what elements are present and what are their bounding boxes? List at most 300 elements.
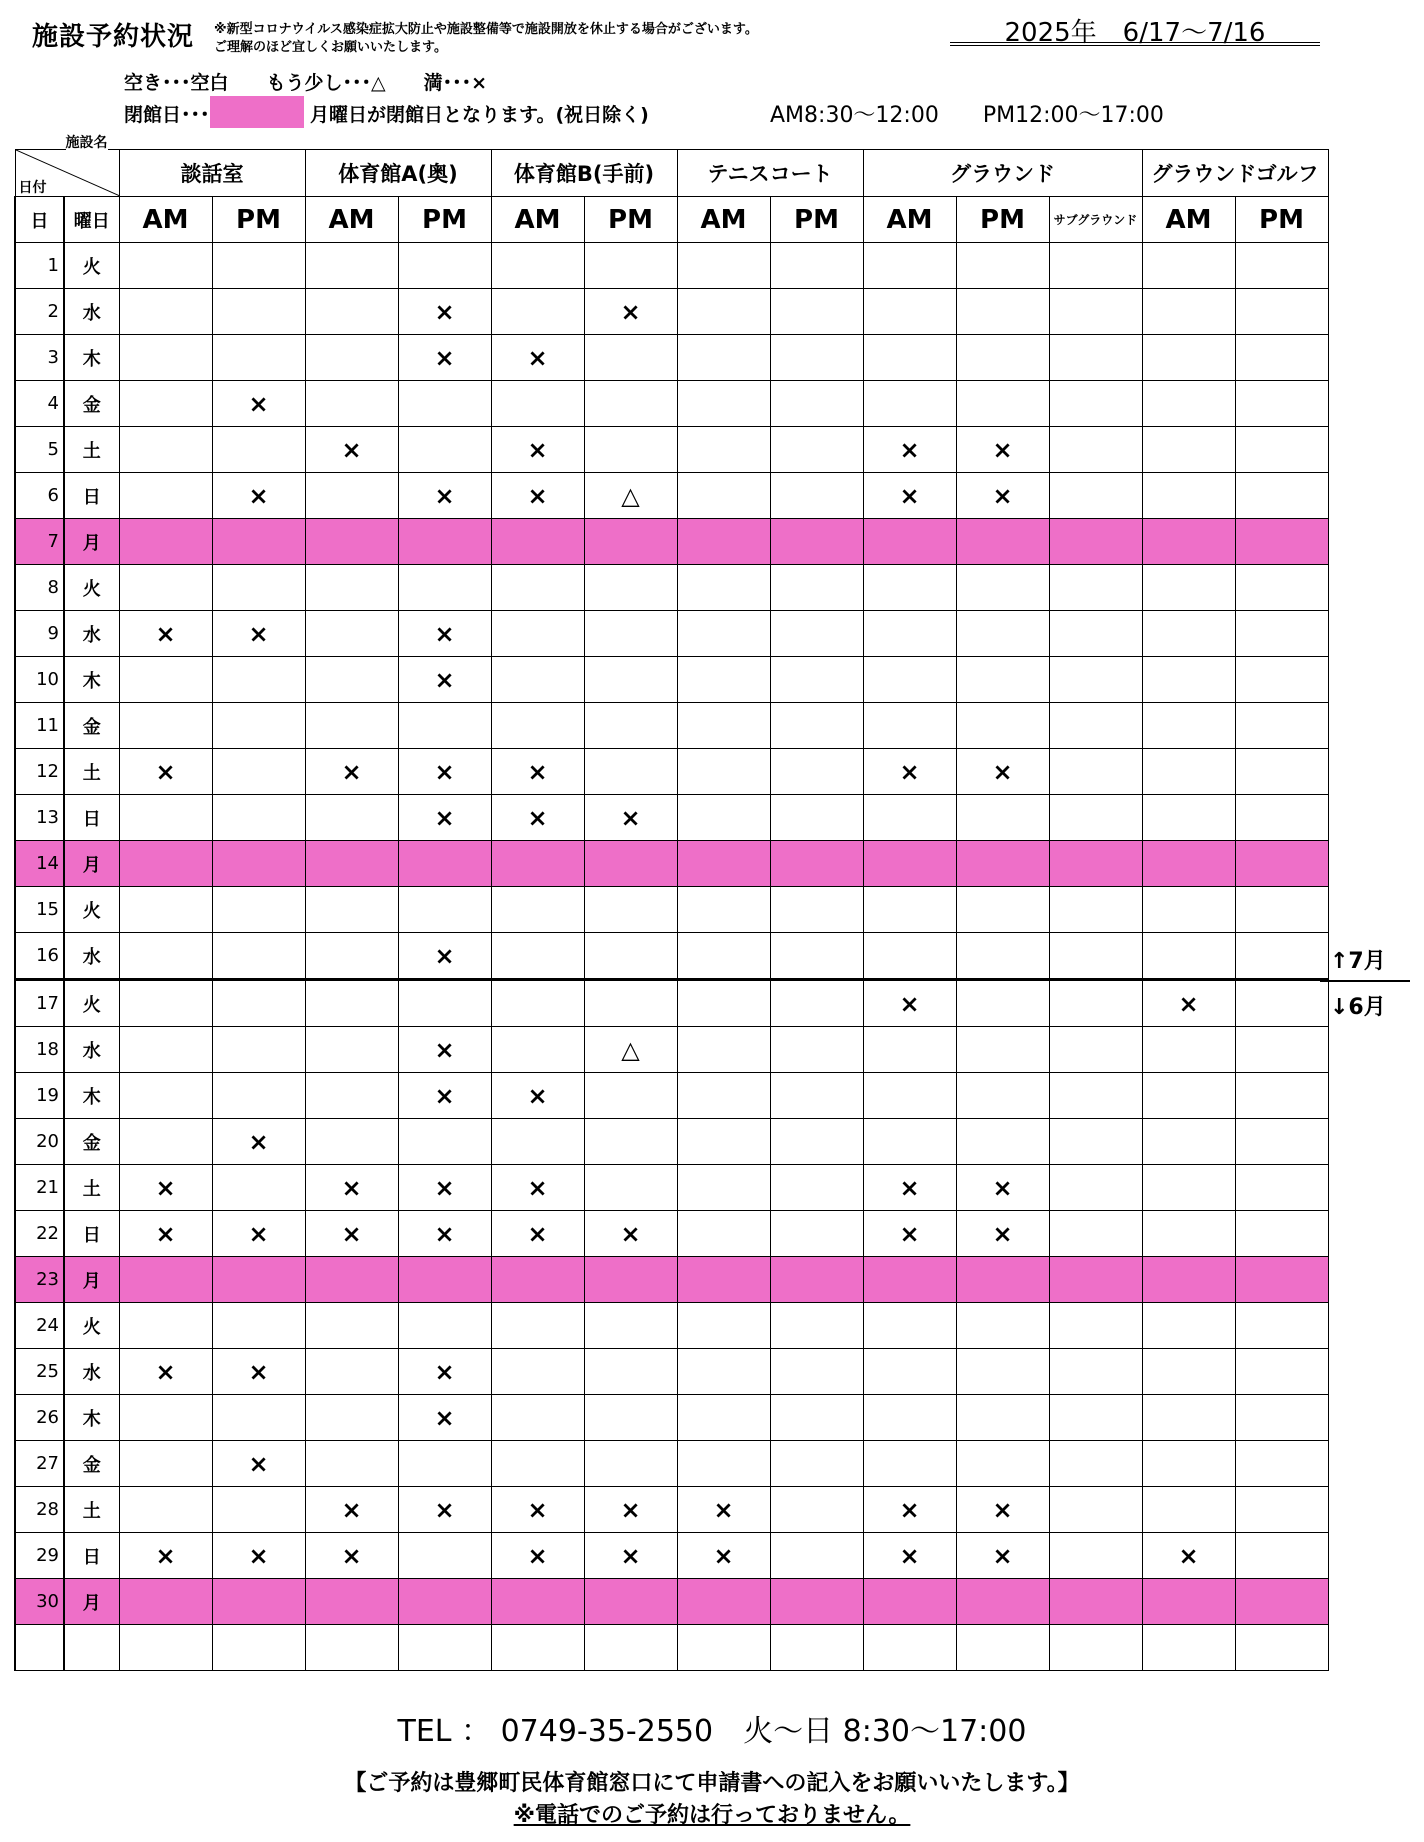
availability-cell: × <box>398 1487 491 1533</box>
day-of-week: 木 <box>64 1073 119 1119</box>
availability-cell <box>1235 703 1328 749</box>
availability-cell <box>1142 1625 1235 1671</box>
availability-cell <box>956 1579 1049 1625</box>
availability-cell: × <box>677 1487 770 1533</box>
availability-cell: × <box>863 427 956 473</box>
availability-cell <box>956 243 1049 289</box>
availability-cell <box>1049 1625 1142 1671</box>
availability-cell: × <box>491 473 584 519</box>
availability-cell <box>770 980 863 1027</box>
availability-cell <box>1142 1211 1235 1257</box>
availability-cell: × <box>398 657 491 703</box>
availability-cell <box>1142 703 1235 749</box>
availability-cell <box>1049 427 1142 473</box>
table-row <box>15 1257 1328 1303</box>
availability-cell: × <box>491 749 584 795</box>
availability-cell <box>1142 1579 1235 1625</box>
availability-cell <box>1235 473 1328 519</box>
availability-cell: × <box>584 1533 677 1579</box>
availability-cell <box>119 565 212 611</box>
facility-ground-golf: グラウンドゴルフ <box>1142 150 1328 197</box>
availability-cell <box>677 749 770 795</box>
table-row <box>15 1487 1328 1533</box>
am-header: AM <box>1142 197 1235 243</box>
day-number: 1 <box>15 243 64 289</box>
day-number: 25 <box>15 1349 64 1395</box>
availability-cell <box>863 243 956 289</box>
availability-cell <box>1049 519 1142 565</box>
day-header: 日 <box>15 197 64 243</box>
notice-line-2: ご理解のほど宜しくお願いいたします。 <box>214 40 447 55</box>
availability-cell <box>491 841 584 887</box>
closed-label: 閉館日･･･ <box>124 104 210 126</box>
availability-cell <box>119 519 212 565</box>
availability-cell <box>770 335 863 381</box>
availability-cell <box>770 1487 863 1533</box>
table-row <box>15 565 1328 611</box>
availability-cell <box>677 1119 770 1165</box>
availability-cell <box>956 933 1049 980</box>
availability-cell <box>119 841 212 887</box>
availability-cell: × <box>491 1211 584 1257</box>
availability-cell <box>770 381 863 427</box>
availability-cell <box>119 381 212 427</box>
availability-cell <box>212 1027 305 1073</box>
availability-cell: × <box>212 473 305 519</box>
availability-cell <box>1142 1119 1235 1165</box>
availability-cell <box>1142 795 1235 841</box>
availability-cell <box>863 611 956 657</box>
availability-cell: × <box>305 1211 398 1257</box>
availability-cell: × <box>1142 1533 1235 1579</box>
availability-cell <box>212 887 305 933</box>
availability-cell <box>398 1119 491 1165</box>
am-header: AM <box>491 197 584 243</box>
availability-cell: × <box>398 1349 491 1395</box>
availability-cell: × <box>212 381 305 427</box>
availability-cell: × <box>491 1165 584 1211</box>
pm-header: PM <box>212 197 305 243</box>
availability-cell <box>305 980 398 1027</box>
availability-cell <box>1142 427 1235 473</box>
availability-cell <box>677 335 770 381</box>
table-row <box>15 703 1328 749</box>
availability-cell <box>119 887 212 933</box>
availability-cell: × <box>398 611 491 657</box>
availability-cell <box>305 795 398 841</box>
availability-cell <box>1049 1441 1142 1487</box>
availability-cell <box>770 1625 863 1671</box>
availability-cell <box>119 427 212 473</box>
availability-cell <box>212 335 305 381</box>
day-number: 21 <box>15 1165 64 1211</box>
availability-cell: × <box>863 473 956 519</box>
availability-cell <box>1235 933 1328 980</box>
availability-cell: × <box>1142 980 1235 1027</box>
availability-cell <box>956 335 1049 381</box>
availability-cell <box>305 1625 398 1671</box>
availability-cell <box>1142 887 1235 933</box>
availability-cell <box>1142 1395 1235 1441</box>
availability-cell <box>212 243 305 289</box>
availability-cell <box>677 427 770 473</box>
availability-cell: × <box>119 1349 212 1395</box>
day-of-week: 月 <box>64 841 119 887</box>
availability-cell: × <box>956 1533 1049 1579</box>
availability-cell: × <box>398 473 491 519</box>
availability-cell: × <box>584 289 677 335</box>
day-of-week: 火 <box>64 1303 119 1349</box>
availability-cell <box>1049 887 1142 933</box>
availability-cell <box>119 1579 212 1625</box>
availability-cell <box>677 1625 770 1671</box>
availability-cell <box>584 519 677 565</box>
availability-cell: × <box>398 1073 491 1119</box>
availability-cell <box>305 657 398 703</box>
availability-cell <box>491 1257 584 1303</box>
availability-cell <box>398 1303 491 1349</box>
availability-cell <box>212 1073 305 1119</box>
availability-cell <box>863 841 956 887</box>
availability-cell: × <box>305 427 398 473</box>
availability-cell <box>1049 1073 1142 1119</box>
availability-cell <box>305 1441 398 1487</box>
availability-cell <box>305 1349 398 1395</box>
availability-cell <box>1142 841 1235 887</box>
day-number: 28 <box>15 1487 64 1533</box>
session-header-row <box>15 197 1328 243</box>
availability-cell <box>212 980 305 1027</box>
availability-cell <box>398 519 491 565</box>
availability-cell <box>398 381 491 427</box>
availability-cell <box>863 519 956 565</box>
day-of-week: 火 <box>64 887 119 933</box>
availability-cell <box>770 1533 863 1579</box>
table-row <box>15 1165 1328 1211</box>
availability-cell <box>956 657 1049 703</box>
table-row <box>15 427 1328 473</box>
availability-cell <box>677 980 770 1027</box>
day-of-week: 金 <box>64 381 119 427</box>
day-of-week: 金 <box>64 1441 119 1487</box>
availability-cell: × <box>119 749 212 795</box>
availability-cell <box>677 841 770 887</box>
availability-cell <box>1235 1441 1328 1487</box>
availability-cell <box>956 1395 1049 1441</box>
availability-cell <box>119 933 212 980</box>
availability-cell <box>398 1441 491 1487</box>
availability-cell <box>584 243 677 289</box>
availability-cell: × <box>956 1487 1049 1533</box>
availability-cell <box>212 1257 305 1303</box>
day-of-week: 月 <box>64 519 119 565</box>
availability-cell <box>1235 611 1328 657</box>
availability-cell <box>398 887 491 933</box>
availability-cell <box>1049 1579 1142 1625</box>
availability-cell <box>212 703 305 749</box>
availability-cell <box>1235 795 1328 841</box>
availability-cell <box>584 703 677 749</box>
availability-cell <box>770 611 863 657</box>
availability-cell <box>305 1579 398 1625</box>
availability-cell <box>863 1119 956 1165</box>
availability-cell <box>1142 289 1235 335</box>
day-of-week: 火 <box>64 565 119 611</box>
table-row <box>15 473 1328 519</box>
availability-cell <box>584 1073 677 1119</box>
availability-cell <box>212 1579 305 1625</box>
day-number: 19 <box>15 1073 64 1119</box>
corner-date-label: 日付 <box>18 180 47 196</box>
availability-cell <box>305 887 398 933</box>
availability-cell <box>677 565 770 611</box>
availability-cell <box>863 565 956 611</box>
availability-cell: × <box>212 1533 305 1579</box>
availability-cell <box>491 980 584 1027</box>
availability-cell <box>212 933 305 980</box>
availability-cell <box>1142 1441 1235 1487</box>
availability-cell <box>119 980 212 1027</box>
availability-cell <box>119 1441 212 1487</box>
availability-cell <box>863 657 956 703</box>
availability-cell <box>212 841 305 887</box>
availability-cell <box>491 657 584 703</box>
availability-cell <box>1049 1165 1142 1211</box>
availability-cell <box>1049 289 1142 335</box>
availability-cell <box>491 933 584 980</box>
table-row <box>15 243 1328 289</box>
availability-cell <box>863 289 956 335</box>
day-of-week: 月 <box>64 1257 119 1303</box>
availability-cell <box>398 1579 491 1625</box>
availability-cell <box>1235 1073 1328 1119</box>
availability-cell <box>677 611 770 657</box>
day-number: 13 <box>15 795 64 841</box>
availability-cell <box>677 519 770 565</box>
availability-cell <box>119 657 212 703</box>
availability-cell <box>677 933 770 980</box>
availability-cell <box>1235 1533 1328 1579</box>
availability-cell <box>584 749 677 795</box>
availability-cell <box>491 1027 584 1073</box>
availability-cell <box>305 565 398 611</box>
availability-cell <box>1235 1165 1328 1211</box>
availability-cell <box>1235 1349 1328 1395</box>
availability-cell: × <box>119 1533 212 1579</box>
day-number: 26 <box>15 1395 64 1441</box>
availability-cell <box>398 703 491 749</box>
availability-cell <box>770 289 863 335</box>
availability-cell <box>677 1579 770 1625</box>
availability-cell <box>1235 243 1328 289</box>
availability-cell <box>305 841 398 887</box>
availability-cell <box>119 473 212 519</box>
table-row <box>15 335 1328 381</box>
month-divider-line <box>1320 980 1410 982</box>
availability-cell <box>1142 1303 1235 1349</box>
availability-cell <box>398 1257 491 1303</box>
period-range: 2025年 6/17～7/16 <box>1004 18 1266 48</box>
day-of-week: 土 <box>64 427 119 473</box>
availability-cell: × <box>119 1211 212 1257</box>
availability-cell <box>1142 243 1235 289</box>
availability-cell: × <box>863 1533 956 1579</box>
availability-cell <box>863 887 956 933</box>
availability-cell: × <box>863 1211 956 1257</box>
availability-cell <box>212 565 305 611</box>
availability-cell <box>584 841 677 887</box>
availability-cell <box>305 335 398 381</box>
availability-cell <box>770 565 863 611</box>
availability-cell <box>1142 335 1235 381</box>
availability-cell <box>677 381 770 427</box>
availability-cell: × <box>956 1165 1049 1211</box>
availability-cell <box>584 933 677 980</box>
day-number: 27 <box>15 1441 64 1487</box>
availability-cell <box>770 795 863 841</box>
day-number: 29 <box>15 1533 64 1579</box>
availability-cell <box>1049 1395 1142 1441</box>
availability-cell <box>863 381 956 427</box>
pm-header: PM <box>770 197 863 243</box>
availability-cell: × <box>491 1533 584 1579</box>
table-row <box>15 1303 1328 1349</box>
availability-cell <box>770 243 863 289</box>
day-of-week: 日 <box>64 1211 119 1257</box>
availability-cell <box>119 795 212 841</box>
availability-cell <box>770 1441 863 1487</box>
availability-cell <box>305 1073 398 1119</box>
facility-ground: グラウンド <box>863 150 1142 197</box>
availability-cell <box>398 565 491 611</box>
availability-cell <box>1142 657 1235 703</box>
availability-cell <box>1235 519 1328 565</box>
day-number: 2 <box>15 289 64 335</box>
availability-cell <box>677 795 770 841</box>
availability-cell <box>1142 1073 1235 1119</box>
month-down-label: ↓6月 <box>1330 995 1386 1020</box>
day-of-week: 月 <box>64 1579 119 1625</box>
table-row <box>15 1533 1328 1579</box>
availability-cell <box>584 565 677 611</box>
availability-cell <box>1142 1165 1235 1211</box>
availability-cell <box>1142 1257 1235 1303</box>
day-of-week: 金 <box>64 703 119 749</box>
availability-cell <box>1049 795 1142 841</box>
availability-cell <box>1049 1119 1142 1165</box>
availability-cell <box>1235 1487 1328 1533</box>
availability-cell <box>212 519 305 565</box>
availability-cell <box>119 1487 212 1533</box>
availability-cell <box>770 1303 863 1349</box>
availability-cell: × <box>677 1533 770 1579</box>
availability-cell <box>584 335 677 381</box>
availability-cell <box>1235 1303 1328 1349</box>
day-of-week: 水 <box>64 933 119 980</box>
day-of-week: 日 <box>64 795 119 841</box>
day-of-week: 火 <box>64 980 119 1027</box>
page-title: 施設予約状況 <box>32 22 195 52</box>
availability-cell <box>956 519 1049 565</box>
availability-cell <box>770 841 863 887</box>
availability-cell <box>1142 1027 1235 1073</box>
availability-cell <box>1142 749 1235 795</box>
availability-cell <box>1049 1533 1142 1579</box>
availability-cell <box>119 1073 212 1119</box>
table-row <box>15 980 1328 1027</box>
availability-cell <box>491 381 584 427</box>
table-row <box>15 381 1328 427</box>
availability-cell <box>956 611 1049 657</box>
availability-cell <box>305 473 398 519</box>
availability-cell <box>1049 1487 1142 1533</box>
availability-cell <box>677 1165 770 1211</box>
availability-cell <box>212 1303 305 1349</box>
table-row <box>15 1395 1328 1441</box>
availability-cell <box>956 381 1049 427</box>
facility-header-row <box>15 150 1328 197</box>
table-corner <box>15 135 119 197</box>
availability-cell: × <box>863 1165 956 1211</box>
availability-cell <box>491 1441 584 1487</box>
availability-cell: × <box>956 749 1049 795</box>
availability-cell <box>677 1211 770 1257</box>
availability-cell <box>491 243 584 289</box>
availability-cell <box>398 427 491 473</box>
day-number: 22 <box>15 1211 64 1257</box>
day-of-week: 土 <box>64 1165 119 1211</box>
availability-cell <box>770 657 863 703</box>
availability-cell <box>119 703 212 749</box>
pm-header: PM <box>1235 197 1328 243</box>
availability-cell <box>863 933 956 980</box>
availability-cell <box>956 565 1049 611</box>
availability-cell <box>863 1027 956 1073</box>
availability-cell: × <box>305 1487 398 1533</box>
facility-danwashitsu: 談話室 <box>119 150 305 197</box>
availability-cell <box>584 1395 677 1441</box>
availability-cell <box>305 703 398 749</box>
am-header: AM <box>863 197 956 243</box>
availability-cell <box>1049 1211 1142 1257</box>
table-row <box>15 657 1328 703</box>
availability-cell <box>1142 1349 1235 1395</box>
availability-cell: △ <box>584 1027 677 1073</box>
availability-cell <box>1049 335 1142 381</box>
day-number: 14 <box>15 841 64 887</box>
day-number: 16 <box>15 933 64 980</box>
availability-cell <box>212 795 305 841</box>
availability-cell <box>770 473 863 519</box>
availability-cell: × <box>212 1119 305 1165</box>
availability-cell <box>119 289 212 335</box>
availability-cell <box>584 657 677 703</box>
availability-cell <box>1142 381 1235 427</box>
availability-cell <box>305 243 398 289</box>
availability-cell <box>1049 565 1142 611</box>
availability-cell <box>491 519 584 565</box>
legend-text: 空き･･･空白 もう少し･･･△ 満･･･× <box>124 72 488 94</box>
table-row <box>15 749 1328 795</box>
availability-cell <box>863 703 956 749</box>
availability-cell <box>305 381 398 427</box>
availability-cell <box>770 1211 863 1257</box>
availability-cell <box>119 335 212 381</box>
availability-cell <box>956 1349 1049 1395</box>
pm-header: PM <box>398 197 491 243</box>
availability-cell <box>584 1579 677 1625</box>
availability-cell: × <box>398 933 491 980</box>
